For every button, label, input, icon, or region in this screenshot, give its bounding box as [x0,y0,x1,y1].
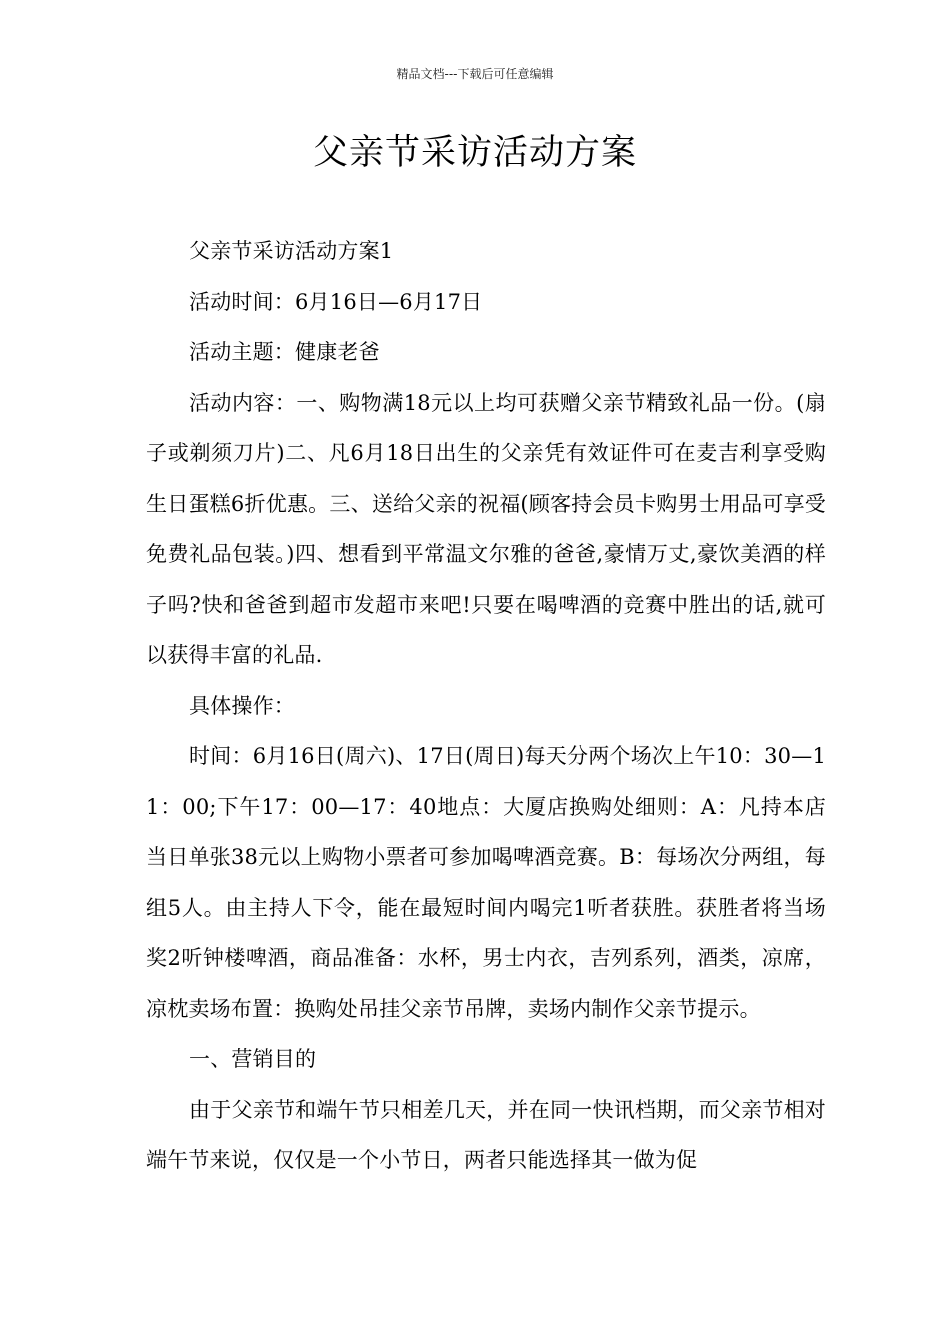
document-title: 父亲节采访活动方案 [312,133,637,173]
document-body [146,226,826,1186]
paragraph-operation-details: 时间：6月16日(周六)、17日(周日)每天分两个场次上午10：30—11：00;下午17：00—17：40地点：大厦店换购处细则：A：凡持本店当日单张38元以上购物小票者可参加喝啤酒竞赛。B：每场次分两组，每组5人。由主持人下令，能在最短时间内喝完1听者获胜。获胜者将当场奖2听钟楼啤酒，商品准备：水杯，男士内衣，吉列系列，酒类，凉席，凉枕卖场布置：换购处吊挂父亲节吊牌，卖场内制作父亲节提示。 [146,744,826,1021]
header-note: 精品文档---下载后可任意编辑 [396,67,554,81]
paragraph-marketing-purpose: 由于父亲节和端午节只相差几天，并在同一快讯档期，而父亲节相对端午节来说，仅仅是一个小节日，两者只能选择其一做为促 [146,1097,826,1172]
paragraph-section-heading: 一、营销目的 [189,1047,317,1071]
paragraph-activity-time: 活动时间：6月16日—6月17日 [189,289,483,314]
paragraph-activity-content: 活动内容：一、购物满18元以上均可获赠父亲节精致礼品一份。(扇子或剃须刀片)二、凡6月18日出生的父亲凭有效证件可在麦吉利享受购生日蛋糕6折优惠。三、送给父亲的祝福(顾客持会员卡购男士用品可享受免费礼品包装。)四、想看到平常温文尔雅的爸爸,豪情万丈,豪饮美酒的样子吗?快和爸爸到超市发超市来吧!只要在喝啤酒的竞赛中胜出的话,就可以获得丰富的礼品. [146,390,826,667]
paragraph-activity-theme: 活动主题：健康老爸 [189,340,380,364]
paragraph-plan-heading: 父亲节采访活动方案1 [189,239,394,263]
paragraph-operation-heading: 具体操作： [189,693,295,718]
